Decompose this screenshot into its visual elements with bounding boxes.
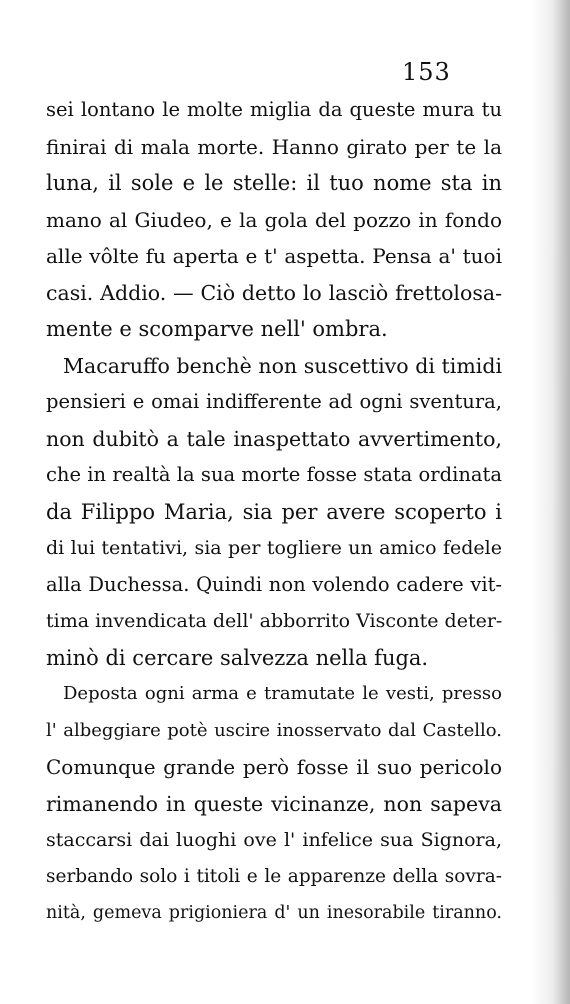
text-line: mente e scomparve nell' ombra. xyxy=(46,317,388,341)
text-line: da Filippo Maria, sia per avere scoperto i xyxy=(46,499,502,524)
text-line: rimanendo in queste vicinanze, non sapeva xyxy=(46,791,502,816)
text-line: serbando solo i titoli e le apparenze della sovra- xyxy=(46,865,502,887)
text-line: nità, gemeva prigioniera d' un inesorabile tiranno. xyxy=(46,903,502,923)
page-number: 153 xyxy=(402,58,451,86)
text-line: staccarsi dai luoghi ove l' infelice sua Signora, xyxy=(46,829,502,851)
text-line: l' albeggiare potè uscire inosservato dal Castello. xyxy=(46,719,502,741)
text-line: luna, il sole e le stelle: il tuo nome sta in xyxy=(46,171,502,195)
text-line: non dubitò a tale inaspettato avvertimento, xyxy=(46,426,502,451)
text-line: casi. Addio. — Ciò detto lo lasciò frettolosa- xyxy=(46,280,502,305)
text-line: mano al Giudeo, e la gola del pozzo in fondo xyxy=(46,207,502,232)
paragraph-2 xyxy=(46,348,502,677)
text-line: Macaruffo benchè non suscettivo di timidi xyxy=(63,353,502,378)
text-line: tima invendicata dell' abborrito Visconte deter- xyxy=(46,610,503,632)
text-line: Deposta ogni arma e tramutate le vesti, presso xyxy=(63,683,502,704)
text-line: alle vôlte fu aperta e t' aspetta. Pensa a' tuoi xyxy=(46,244,502,268)
text-line: sei lontano le molte miglia da queste mura tu xyxy=(46,98,502,121)
body-text xyxy=(46,92,502,932)
text-line: di lui tentativi, sia per togliere un amico fedele xyxy=(46,537,502,559)
text-line: finirai di mala morte. Hanno girato per te la xyxy=(46,134,502,159)
text-line: minò di cercare salvezza nella fuga. xyxy=(46,645,429,670)
text-line: che in realtà la sua morte fosse stata ordinata xyxy=(46,463,502,486)
paragraph-3 xyxy=(46,676,502,932)
text-line: alla Duchessa. Quindi non volendo cadere vit- xyxy=(46,572,502,596)
page-edge-shadow xyxy=(532,0,570,1004)
text-line: Comunque grande però fosse il suo pericolo xyxy=(46,755,502,779)
text-line: pensieri e omai indifferente ad ogni sventura, xyxy=(46,390,502,413)
paragraph-1 xyxy=(46,92,502,348)
